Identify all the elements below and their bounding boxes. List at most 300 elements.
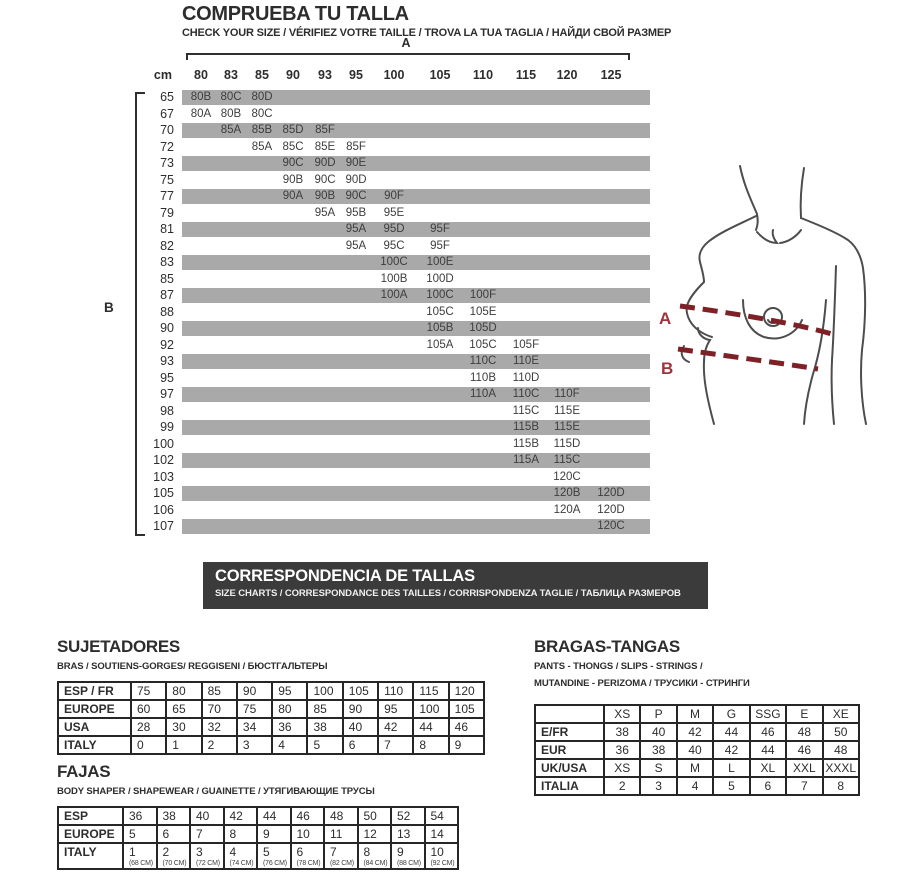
bra-size-value: 90F [384,190,404,203]
size-cell [157,843,191,869]
matrix-row [0,452,650,469]
underbust-row-label: 90 [160,321,174,336]
matrix-row [0,122,650,139]
table-row [58,843,458,869]
size-cell: 40 [190,807,224,825]
size-cell: 44 [413,718,448,736]
size-cell: 11 [324,825,358,843]
size-cell: 38 [640,741,676,759]
bust-axis-bracket [186,53,630,60]
size-value: 8 [363,845,371,859]
bra-size-value: 85F [315,124,335,137]
matrix-row [0,155,650,172]
matrix-row [0,502,650,519]
size-cell: 5 [713,777,749,795]
matrix-row [0,139,650,156]
bra-size-value: 100B [380,272,408,285]
bra-size-value: 120C [597,520,625,533]
banner-title: CORRESPONDENCIA DE TALLAS [215,567,475,585]
bra-size-value: 110C [469,355,497,368]
table-row [535,759,859,777]
underbust-row-label: 92 [160,337,174,352]
size-col-header: G [713,705,749,723]
size-col-header: SSG [750,705,786,723]
underbust-row-label: 106 [153,502,174,517]
size-cell: 48 [823,741,859,759]
row-header: EUR [535,741,604,759]
bra-size-value: 85A [220,124,242,137]
size-cell [291,843,325,869]
matrix-row [0,221,650,238]
bra-size-value: 85A [251,140,273,153]
underbust-row-label: 75 [160,172,174,187]
size-cell: 75 [131,682,166,700]
size-cell: M [677,759,713,777]
matrix-row [0,370,650,387]
pants-subtitle-line1: PANTS - THONGS / SLIPS - STRINGS / [534,661,703,672]
size-cell: 2 [604,777,640,795]
table-row [535,777,859,795]
size-cell [190,843,224,869]
bust-col-header: 115 [515,68,537,82]
row-header: E/FR [535,723,604,741]
bra-size-value: 95E [383,206,405,219]
size-cell: 34 [237,718,272,736]
bra-size-value: 80A [190,107,212,120]
bra-size-value: 80C [251,107,273,120]
table-row [58,718,484,736]
bra-size-value: 90D [314,157,336,170]
matrix-row-bar [182,370,650,385]
bra-size-value: 115C [553,454,581,467]
size-cell: 50 [358,807,392,825]
size-cm-note: (74 CM) [229,860,254,867]
matrix-row-bar [182,502,650,517]
table-row [58,825,458,843]
bust-col-header: 100 [383,68,405,82]
matrix-row-bar [182,387,650,402]
size-cell: 6 [750,777,786,795]
matrix-row-bar [182,238,650,253]
bra-size-value: 115B [512,421,540,434]
bra-size-value: 110B [469,371,497,384]
corner-cell [535,705,604,723]
bra-size-value: 105E [469,305,497,318]
matrix-row-bar [182,139,650,154]
bra-size-value: 115D [553,437,581,450]
size-cell [324,843,358,869]
size-cell: 8 [224,825,258,843]
bra-size-value: 120D [597,487,625,500]
size-col-header: XE [823,705,859,723]
bust-axis-label: A [401,36,411,50]
row-header: EUROPE [58,700,131,718]
matrix-row [0,419,650,436]
bust-col-header: 120 [556,68,578,82]
size-cell: 42 [224,807,258,825]
bust-measure-line [680,306,832,334]
bra-size-value: 90C [282,157,304,170]
underbust-row-label: 93 [160,354,174,369]
size-cell: 42 [677,723,713,741]
bragas-table [534,704,860,796]
row-header: ESP / FR [58,682,131,700]
bra-size-value: 110A [469,388,497,401]
bra-size-value: 105A [426,338,454,351]
bra-size-value: 90B [282,173,304,186]
size-cell: XXXL [823,759,859,777]
pants-subtitle-line2: MUTANDINE - PERIZOMA / ТРУСИКИ - СТРИНГИ [534,678,750,689]
bra-size-value: 115E [553,421,581,434]
bra-size-value: 90E [345,157,367,170]
bra-size-value: 105D [469,322,497,335]
size-cell: 80 [272,700,307,718]
bra-size-value: 110C [512,388,540,401]
matrix-row-bar [182,172,650,187]
size-cell: 40 [343,718,378,736]
size-cell: 100 [413,700,448,718]
measurement-dashed-lines [678,306,832,369]
size-cell: 105 [343,682,378,700]
matrix-row [0,485,650,502]
size-cell: 95 [272,682,307,700]
size-cm-note: (78 CM) [296,860,321,867]
matrix-col-headers [182,68,650,83]
bust-col-header: 93 [318,68,332,82]
bra-size-value: 80C [220,91,242,104]
bra-size-value: 105F [512,338,540,351]
size-cell: 60 [131,700,166,718]
size-cell: 80 [166,682,201,700]
table-row [58,682,484,700]
matrix-row-bar [182,486,650,501]
size-cm-note: (82 CM) [330,860,354,867]
underbust-row-label: 73 [160,156,174,171]
matrix-row-bar [182,189,650,204]
size-cell: 38 [307,718,342,736]
underbust-row-label: 99 [160,420,174,435]
size-col-header: M [677,705,713,723]
size-cm-note: (72 CM) [196,860,220,867]
bra-size-value: 85F [346,140,366,153]
size-cell: XS [604,759,640,777]
underbust-row-label: 85 [160,271,174,286]
bust-col-header: 110 [472,68,494,82]
size-cell [425,843,459,869]
bra-size-value: 90C [314,173,336,186]
bras-subtitle: BRAS / SOUTIENS-GORGES/ REGGISENI / БЮСТГАЛЬТЕРЫ [57,661,328,672]
size-cell: 6 [157,825,191,843]
matrix-row-bar [182,354,650,369]
size-cell: 44 [257,807,291,825]
bra-size-value: 120D [597,503,625,516]
size-cell: 90 [237,682,272,700]
size-cell: 40 [640,723,676,741]
size-cell: 40 [677,741,713,759]
size-cell [358,843,392,869]
size-cell: 0 [131,736,166,754]
bra-size-value: 90D [345,173,367,186]
bra-size-value: 120B [553,487,581,500]
size-cell: 8 [823,777,859,795]
bra-size-value: 110E [512,355,540,368]
bra-size-value: 120A [553,503,581,516]
size-cell [257,843,291,869]
size-cell: 30 [166,718,201,736]
bra-size-value: 100E [426,256,454,269]
size-cell: XL [750,759,786,777]
matrix-row [0,287,650,304]
banner-subtitle: SIZE CHARTS / CORRESPONDANCE DES TAILLES / CORRISPONDENZA TAGLIE / ТАБЛИЦА РАЗМЕРОВ [215,588,681,599]
bra-size-value: 100A [380,289,408,302]
bra-size-value: 100D [426,272,454,285]
size-cell: 2 [202,736,237,754]
bra-size-value: 80D [251,91,273,104]
size-cell: L [713,759,749,777]
size-cell: 100 [307,682,342,700]
matrix-row-bar [182,420,650,435]
size-cell: 5 [307,736,342,754]
pants-section [534,637,860,796]
underbust-row-label: 72 [160,139,174,154]
bra-size-value: 90B [314,190,336,203]
matrix-row-bar [182,288,650,303]
size-cell: 7 [378,736,413,754]
size-cm-note: (76 CM) [263,860,287,867]
bra-size-value: 115E [553,404,581,417]
bust-col-header: 85 [255,68,269,82]
shapewear-title: FAJAS [57,762,111,781]
size-cell: 46 [449,718,484,736]
size-col-header: E [786,705,822,723]
matrix-row-bar [182,453,650,468]
row-header: ITALIA [535,777,604,795]
matrix-row-bar [182,469,650,484]
matrix-row-bar [182,222,650,237]
size-cell: 9 [257,825,291,843]
bust-col-header: 80 [194,68,208,82]
size-cell: 54 [425,807,459,825]
bras-section [57,637,485,755]
size-cell: S [640,759,676,777]
bra-size-value: 85D [282,124,304,137]
row-header: UK/USA [535,759,604,777]
page-subtitle: CHECK YOUR SIZE / VÉRIFIEZ VOTRE TAILLE / TROVA LA TUA TAGLIA / НАЙДИ СВОЙ РАЗМЕР [182,27,672,39]
underbust-row-label: 81 [160,222,174,237]
size-cell: 90 [343,700,378,718]
page-title: COMPRUEBA TU TALLA [182,3,409,25]
size-cell: 10 [291,825,325,843]
matrix-row [0,353,650,370]
underbust-row-label: 65 [160,90,174,105]
size-col-header: XS [604,705,640,723]
matrix-row-bar [182,337,650,352]
size-cm-note: (68 CM) [129,860,153,867]
matrix-row-bar [182,271,650,286]
size-cm-note: (84 CM) [363,860,388,867]
size-cell: 120 [449,682,484,700]
matrix-row [0,254,650,271]
matrix-row [0,188,650,205]
size-cell: 5 [123,825,157,843]
matrix-row [0,271,650,288]
bra-size-value: 95A [314,206,336,219]
size-cell: 110 [378,682,413,700]
size-cell: 7 [190,825,224,843]
size-cell: 95 [378,700,413,718]
size-cell: 42 [378,718,413,736]
size-value: 4 [229,845,237,859]
bra-size-value: 90C [345,190,367,203]
underbust-row-label: 67 [160,106,174,121]
underbust-row-label: 82 [160,238,174,253]
size-cell: 38 [604,723,640,741]
size-cell: 46 [291,807,325,825]
fajas-table [57,806,459,870]
row-header: ITALY [58,843,123,869]
size-cell: 48 [324,807,358,825]
size-cell: 75 [237,700,272,718]
size-cell: 28 [131,718,166,736]
matrix-row [0,172,650,189]
bra-size-value: 120C [553,470,581,483]
bra-size-value: 110F [554,388,580,401]
size-cell: 8 [413,736,448,754]
bust-col-header: 95 [349,68,363,82]
size-cell [123,843,157,869]
size-value: 10 [430,845,444,859]
underbust-row-label: 102 [153,453,174,468]
bust-col-header: 125 [600,68,622,82]
matrix-row [0,304,650,321]
matrix-row [0,238,650,255]
size-cell: 115 [413,682,448,700]
size-cell: 4 [272,736,307,754]
bra-size-value: 80B [190,91,212,104]
bra-size-value: 115A [512,454,540,467]
size-cm-note: (92 CM) [430,860,455,867]
row-header: ITALY [58,736,131,754]
bra-size-value: 95C [383,239,405,252]
torso-measurement-diagram [640,140,917,425]
underbust-row-label: 97 [160,387,174,402]
size-cell: 46 [750,723,786,741]
size-value: 9 [397,845,404,859]
bra-size-value: 95F [430,223,450,236]
bra-size-value: 95D [383,223,405,236]
bra-size-value: 85B [251,124,273,137]
underbust-row-label: 103 [153,469,174,484]
size-value: 3 [196,845,203,859]
size-cell: 85 [307,700,342,718]
size-cell: 46 [786,741,822,759]
matrix-row [0,469,650,486]
matrix-row-bar [182,304,650,319]
underbust-row-label: 70 [160,123,174,138]
table-row [58,807,458,825]
size-cell: 13 [391,825,425,843]
cm-unit-label: cm [153,68,172,82]
underbust-row-label: 83 [160,255,174,270]
bra-size-value: 95B [345,206,367,219]
size-cell: 3 [237,736,272,754]
shapewear-subtitle: BODY SHAPER / SHAPEWEAR / GUAINETTE / УТЯГИВАЮЩИЕ ТРУСЫ [57,786,375,797]
size-cell: 105 [449,700,484,718]
torso-outline [682,166,866,424]
matrix-row-bar [182,90,650,105]
bra-size-value: 95A [345,223,367,236]
matrix-row-bar [182,321,650,336]
pants-title: BRAGAS-TANGAS [534,637,680,656]
size-cell: 65 [166,700,201,718]
bra-size-value: 105C [469,338,497,351]
underbust-row-label: 98 [160,403,174,418]
bra-size-value: 110D [512,371,540,384]
underbust-row-label: 105 [153,486,174,501]
bra-size-value: 100C [380,256,408,269]
size-cell: 85 [202,682,237,700]
underbust-row-label: 95 [160,370,174,385]
diagram-label-b: B [661,359,674,378]
bra-size-value: 85E [314,140,336,153]
bra-size-value: 95A [345,239,367,252]
size-cell: 32 [202,718,237,736]
underbust-row-label: 79 [160,205,174,220]
bust-col-header: 83 [224,68,238,82]
size-col-header: P [640,705,676,723]
size-cm-note: (70 CM) [162,860,187,867]
sujetadores-table [57,681,485,755]
underbust-row-label: 107 [153,519,174,534]
size-cell: 1 [166,736,201,754]
table-row [58,736,484,754]
size-cell: 70 [202,700,237,718]
bust-col-header: 105 [429,68,451,82]
matrix-row-bar [182,205,650,220]
bra-size-value: 105B [426,322,454,335]
bra-size-value: 115B [512,437,540,450]
matrix-row [0,89,650,106]
size-cell: 7 [786,777,822,795]
table-row [58,700,484,718]
size-cell: 42 [713,741,749,759]
matrix-rows [0,89,650,535]
size-cell: 44 [750,741,786,759]
diagram-label-a: A [659,309,672,328]
size-cell: 50 [823,723,859,741]
matrix-row-bar [182,123,650,138]
size-value: 5 [263,845,270,859]
size-cell: 12 [358,825,392,843]
size-value: 1 [129,845,136,859]
size-cell: 36 [123,807,157,825]
matrix-row [0,436,650,453]
matrix-row-bar [182,255,650,270]
bra-size-value: 115C [512,404,540,417]
bra-size-value: 105C [426,305,454,318]
underbust-row-label: 77 [160,189,174,204]
bust-col-header: 90 [286,68,300,82]
row-header: EUROPE [58,825,123,843]
matrix-row [0,205,650,222]
size-cell: 36 [604,741,640,759]
underbust-row-label: 100 [153,436,174,451]
size-cell [391,843,425,869]
size-cell: 36 [272,718,307,736]
matrix-row [0,320,650,337]
size-cell [224,843,258,869]
size-cell: 6 [343,736,378,754]
